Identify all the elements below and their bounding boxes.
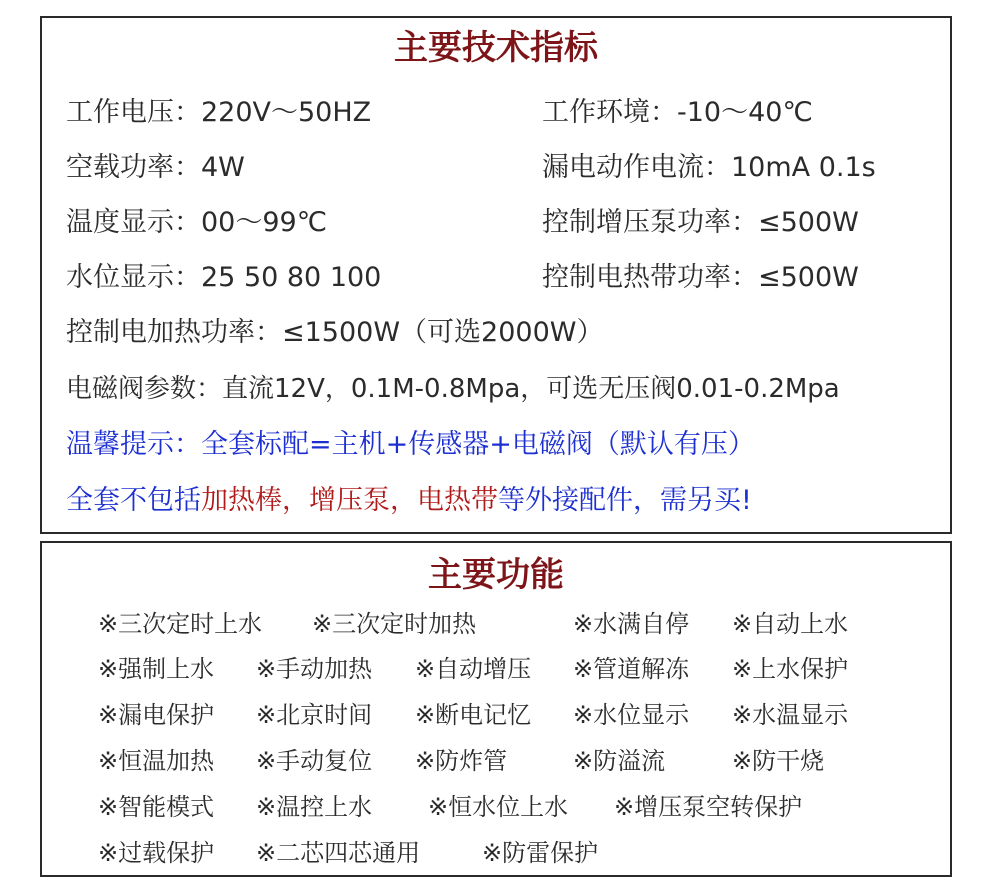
function-item: ※上水保护 (732, 655, 849, 683)
note-part-1: 全套不包括 (66, 485, 201, 516)
spec-heater-power: 控制电加热功率：≤1500W（可选2000W） (66, 317, 604, 348)
tip-line: 温馨提示：全套标配=主机+传感器+电磁阀（默认有压） (66, 429, 755, 460)
function-item: ※防溢流 (573, 747, 666, 775)
function-item: ※自动上水 (732, 610, 849, 638)
spec-heat-band-power: 控制电热带功率：≤500W (542, 262, 859, 293)
function-item: ※防干烧 (732, 747, 825, 775)
function-item: ※北京时间 (256, 701, 373, 729)
note-part-3: 等外接配件，需另买! (498, 485, 752, 516)
spec-leakage-current: 漏电动作电流：10mA 0.1s (542, 152, 876, 183)
spec-valve-params: 电磁阀参数：直流12V，0.1M-0.8Mpa，可选无压阀0.01-0.2Mpa (66, 374, 840, 404)
function-item: ※强制上水 (98, 655, 215, 683)
spec-voltage: 工作电压：220V～50HZ (66, 97, 372, 128)
function-item: ※增压泵空转保护 (614, 793, 803, 821)
note-part-2: 加热棒，增压泵，电热带 (201, 485, 498, 516)
spec-idle-power: 空载功率：4W (66, 152, 245, 183)
function-item: ※手动复位 (256, 747, 373, 775)
note-line (66, 484, 752, 518)
function-item: ※自动增压 (415, 655, 532, 683)
function-item: ※温控上水 (256, 793, 373, 821)
function-item: ※过载保护 (98, 839, 215, 867)
spec-temp-display: 温度显示：00～99℃ (66, 207, 328, 238)
function-item: ※防雷保护 (482, 839, 599, 867)
function-item: ※手动加热 (256, 655, 373, 683)
function-item: ※三次定时上水 (98, 610, 263, 638)
function-item: ※防炸管 (415, 747, 508, 775)
function-item: ※水满自停 (573, 610, 690, 638)
spec-pump-power: 控制增压泵功率：≤500W (542, 207, 859, 238)
function-item: ※断电记忆 (415, 701, 532, 729)
function-title: 主要功能 (428, 555, 564, 595)
spec-environment: 工作环境：-10～40℃ (542, 97, 813, 128)
function-item: ※管道解冻 (573, 655, 690, 683)
spec-water-level: 水位显示：25 50 80 100 (66, 262, 382, 293)
function-item: ※恒温加热 (98, 747, 215, 775)
function-item: ※漏电保护 (98, 701, 215, 729)
function-item: ※二芯四芯通用 (256, 839, 421, 867)
function-item: ※水位显示 (573, 701, 690, 729)
function-item: ※恒水位上水 (428, 793, 569, 821)
function-panel (40, 541, 952, 877)
spec-panel (40, 16, 952, 534)
function-item: ※智能模式 (98, 793, 215, 821)
function-item: ※水温显示 (732, 701, 849, 729)
function-item: ※三次定时加热 (312, 610, 477, 638)
spec-title: 主要技术指标 (394, 28, 598, 68)
